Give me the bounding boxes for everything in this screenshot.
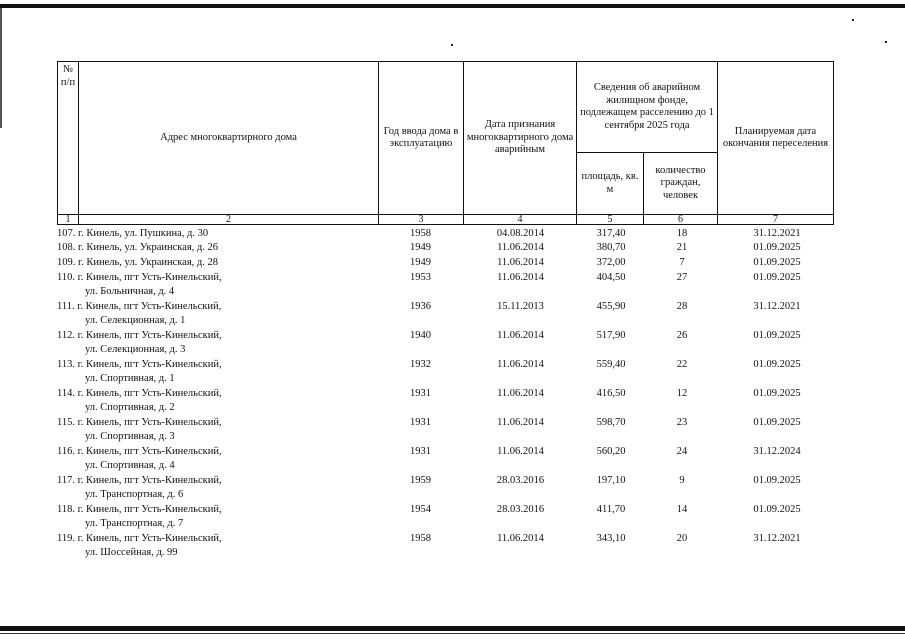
header-col-year: Год ввода дома в эксплуатацию xyxy=(379,62,464,215)
year-cell: 1954 xyxy=(410,504,431,515)
table-row xyxy=(57,300,837,329)
address-line-2: ул. Транспортная, д. 6 xyxy=(85,489,184,500)
table-row xyxy=(57,256,837,271)
row-number: 111. xyxy=(57,301,75,312)
residents-cell: 27 xyxy=(676,272,688,283)
address-cell xyxy=(57,256,377,270)
address-cell xyxy=(57,532,377,560)
header-col-residents: количество граждан, человек xyxy=(644,153,718,215)
residents-cell: 18 xyxy=(676,228,688,239)
emergency-date-cell: 11.06.2014 xyxy=(497,388,544,399)
address-line-2: ул. Спортивная, д. 3 xyxy=(85,431,175,442)
emergency-date-cell: 11.06.2014 xyxy=(497,330,544,341)
column-number: 2 xyxy=(79,215,379,225)
row-number: 107. xyxy=(57,228,76,239)
area-cell: 559,40 xyxy=(596,359,626,370)
column-number: 3 xyxy=(379,215,464,225)
address-line-1: г. Кинель, пгт Усть-Кинельский, xyxy=(77,359,222,370)
address-line-2: ул. Спортивная, д. 4 xyxy=(85,460,175,471)
address-line-1: г. Кинель, пгт Усть-Кинельский, xyxy=(77,301,222,312)
area-cell: 380,70 xyxy=(596,242,626,253)
emergency-date-cell: 15.11.2013 xyxy=(497,301,544,312)
year-cell: 1949 xyxy=(410,242,431,253)
address-line-1: г. Кинель, пгт Усть-Кинельский, xyxy=(77,475,222,486)
area-cell: 197,10 xyxy=(596,475,626,486)
table-row xyxy=(57,358,837,387)
residents-cell: 20 xyxy=(676,533,688,544)
scan-speck xyxy=(451,44,453,46)
header-col-planned-date: Планируемая дата окончания переселения xyxy=(718,62,834,215)
year-cell: 1931 xyxy=(410,446,431,457)
emergency-date-cell: 11.06.2014 xyxy=(497,257,544,268)
address-line-2: ул. Транспортная, д. 7 xyxy=(85,518,184,529)
address-line-1: г. Кинель, пгт Усть-Кинельский, xyxy=(77,446,222,457)
residents-cell: 24 xyxy=(676,446,688,457)
address-cell xyxy=(57,358,377,386)
planned-date-cell: 01.09.2025 xyxy=(753,242,801,253)
residents-cell: 14 xyxy=(676,504,688,515)
area-cell: 343,10 xyxy=(596,533,626,544)
scan-speck xyxy=(885,41,887,43)
residents-cell: 7 xyxy=(679,257,685,268)
residents-cell: 22 xyxy=(676,359,688,370)
year-cell: 1940 xyxy=(410,330,431,341)
area-cell: 560,20 xyxy=(596,446,626,457)
year-cell: 1949 xyxy=(410,257,431,268)
row-number: 116. xyxy=(57,446,75,457)
table-row xyxy=(57,474,837,503)
address-line-1: г. Кинель, пгт Усть-Кинельский, xyxy=(77,388,222,399)
address-line-1: г. Кинель, ул. Украинская, д. 26 xyxy=(78,242,219,253)
address-line-1: г. Кинель, пгт Усть-Кинельский, xyxy=(77,533,222,544)
area-cell: 372,00 xyxy=(596,257,626,268)
emergency-date-cell: 28.03.2016 xyxy=(496,475,545,486)
table-row xyxy=(57,416,837,445)
table-row xyxy=(57,271,837,300)
address-cell xyxy=(57,300,377,328)
area-cell: 455,90 xyxy=(596,301,626,312)
table-row xyxy=(57,227,837,241)
address-cell xyxy=(57,445,377,473)
table-row xyxy=(57,445,837,474)
year-cell: 1931 xyxy=(410,417,431,428)
table-row xyxy=(57,532,837,561)
row-number: 109. xyxy=(57,257,76,268)
emergency-date-cell: 04.08.2014 xyxy=(496,228,545,239)
residents-cell: 28 xyxy=(676,301,688,312)
emergency-date-cell: 11.06.2014 xyxy=(497,417,544,428)
row-number: 117. xyxy=(57,475,75,486)
table-body xyxy=(57,227,837,561)
row-number: 108. xyxy=(57,242,76,253)
address-line-2: ул. Спортивная, д. 1 xyxy=(85,373,175,384)
address-line-1: г. Кинель, пгт Усть-Кинельский, xyxy=(77,504,222,515)
column-number: 5 xyxy=(577,215,644,225)
emergency-date-cell: 11.06.2014 xyxy=(497,242,544,253)
table-row xyxy=(57,387,837,416)
scan-bottom-border-thin xyxy=(0,633,905,634)
area-cell: 416,50 xyxy=(596,388,626,399)
column-number: 7 xyxy=(718,215,834,225)
year-cell: 1932 xyxy=(410,359,431,370)
header-col-number: № п/п xyxy=(58,62,79,215)
planned-date-cell: 31.12.2021 xyxy=(753,228,801,239)
year-cell: 1953 xyxy=(410,272,431,283)
area-cell: 411,70 xyxy=(596,504,626,515)
emergency-date-cell: 11.06.2014 xyxy=(497,359,544,370)
row-number: 119. xyxy=(57,533,75,544)
column-number: 4 xyxy=(464,215,577,225)
residents-cell: 26 xyxy=(676,330,688,341)
planned-date-cell: 01.09.2025 xyxy=(753,475,801,486)
scan-bottom-border xyxy=(0,626,905,631)
address-cell xyxy=(57,227,377,241)
planned-date-cell: 01.09.2025 xyxy=(753,388,801,399)
address-line-2: ул. Больничная, д. 4 xyxy=(85,286,175,297)
header-col-fund-info: Сведения об аварийном жилищном фонде, подлежащем расселению до 1 сентября 2025 года xyxy=(577,62,718,153)
residents-cell: 9 xyxy=(679,475,685,486)
address-line-1: г. Кинель, ул. Украинская, д. 28 xyxy=(78,257,219,268)
year-cell: 1936 xyxy=(410,301,431,312)
address-line-1: г. Кинель, ул. Пушкина, д. 30 xyxy=(78,228,209,239)
header-col-address: Адрес многоквартирного дома xyxy=(79,62,379,215)
table-row xyxy=(57,241,837,256)
planned-date-cell: 31.12.2024 xyxy=(753,446,801,457)
address-line-1: г. Кинель, пгт Усть-Кинельский, xyxy=(77,272,222,283)
planned-date-cell: 01.09.2025 xyxy=(753,257,801,268)
area-cell: 317,40 xyxy=(596,228,626,239)
row-number: 110. xyxy=(57,272,75,283)
residents-cell: 21 xyxy=(676,242,688,253)
address-cell xyxy=(57,474,377,502)
residents-cell: 23 xyxy=(676,417,688,428)
year-cell: 1959 xyxy=(410,475,431,486)
planned-date-cell: 31.12.2021 xyxy=(753,301,801,312)
address-line-2: ул. Селекционная, д. 3 xyxy=(85,344,186,355)
table-header xyxy=(57,61,834,225)
area-cell: 404,50 xyxy=(596,272,626,283)
year-cell: 1931 xyxy=(410,388,431,399)
address-line-2: ул. Спортивная, д. 2 xyxy=(85,402,175,413)
address-line-1: г. Кинель, пгт Усть-Кинельский, xyxy=(77,417,222,428)
table-row xyxy=(57,329,837,358)
address-cell xyxy=(57,503,377,531)
address-cell xyxy=(57,329,377,357)
address-cell xyxy=(57,241,377,255)
emergency-date-cell: 11.06.2014 xyxy=(497,272,544,283)
table-row xyxy=(57,503,837,532)
scan-speck xyxy=(852,19,854,21)
planned-date-cell: 01.09.2025 xyxy=(753,504,801,515)
year-cell: 1958 xyxy=(410,533,431,544)
header-col-emergency-date: Дата признания многоквартирного дома аварийным xyxy=(464,62,577,215)
planned-date-cell: 01.09.2025 xyxy=(753,330,801,341)
planned-date-cell: 31.12.2021 xyxy=(753,533,801,544)
scan-top-border xyxy=(0,4,905,8)
planned-date-cell: 01.09.2025 xyxy=(753,359,801,370)
year-cell: 1958 xyxy=(410,228,431,239)
row-number: 115. xyxy=(57,417,75,428)
address-cell xyxy=(57,416,377,444)
header-col-area: площадь, кв. м xyxy=(577,153,644,215)
address-cell xyxy=(57,387,377,415)
address-line-2: ул. Шоссейная, д. 99 xyxy=(85,547,178,558)
planned-date-cell: 01.09.2025 xyxy=(753,272,801,283)
residents-cell: 12 xyxy=(676,388,688,399)
emergency-date-cell: 11.06.2014 xyxy=(497,446,544,457)
row-number: 113. xyxy=(57,359,75,370)
planned-date-cell: 01.09.2025 xyxy=(753,417,801,428)
area-cell: 517,90 xyxy=(596,330,626,341)
area-cell: 598,70 xyxy=(596,417,626,428)
scan-left-edge xyxy=(0,8,2,128)
row-number: 112. xyxy=(57,330,75,341)
address-line-1: г. Кинель, пгт Усть-Кинельский, xyxy=(77,330,222,341)
address-cell xyxy=(57,271,377,299)
row-number: 118. xyxy=(57,504,75,515)
column-number: 6 xyxy=(644,215,718,225)
row-number: 114. xyxy=(57,388,75,399)
emergency-date-cell: 28.03.2016 xyxy=(496,504,545,515)
address-line-2: ул. Селекционная, д. 1 xyxy=(85,315,186,326)
column-number: 1 xyxy=(58,215,79,225)
emergency-date-cell: 11.06.2014 xyxy=(497,533,544,544)
